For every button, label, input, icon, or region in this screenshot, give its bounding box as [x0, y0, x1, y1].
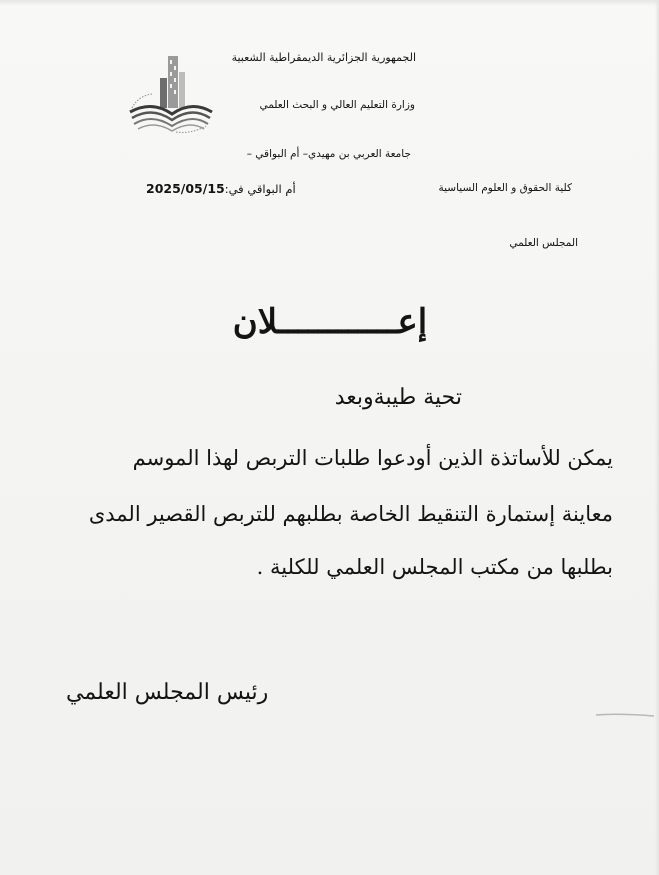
greeting: تحية طيبةوبعد [334, 385, 462, 410]
header-republic: الجمهورية الجزائرية الديمقراطية الشعبية [231, 51, 416, 64]
university-logo-icon [124, 50, 214, 138]
announcement-title: إعــــــــــــلان [232, 302, 428, 342]
body-line-2: معاينة إستمارة التنقيط الخاصة بطلبهم للتربص القصير المدى [88, 502, 613, 526]
date-value: 2025/05/15 [146, 181, 225, 196]
scan-artifact [596, 712, 654, 718]
scan-edge-right [655, 0, 659, 875]
date-prefix: أم البواقي في: [224, 182, 296, 196]
signature-title: رئيس المجلس العلمي [66, 680, 269, 705]
header-council: المجلس العلمي [509, 237, 578, 249]
header-date [146, 181, 296, 196]
body-line-1: يمكن للأساتذة الذين أودعوا طلبات التربص لهذا الموسم [132, 446, 613, 470]
body-line-3: بطلبها من مكتب المجلس العلمي للكلية . [256, 555, 613, 579]
scan-edge-top [0, 0, 659, 6]
header-ministry: وزارة التعليم العالي و البحث العلمي [259, 99, 415, 111]
header-university: جامعة العربي بن مهيدي– أم البواقي – [246, 148, 411, 160]
header-faculty: كلية الحقوق و العلوم السياسية [438, 182, 572, 194]
